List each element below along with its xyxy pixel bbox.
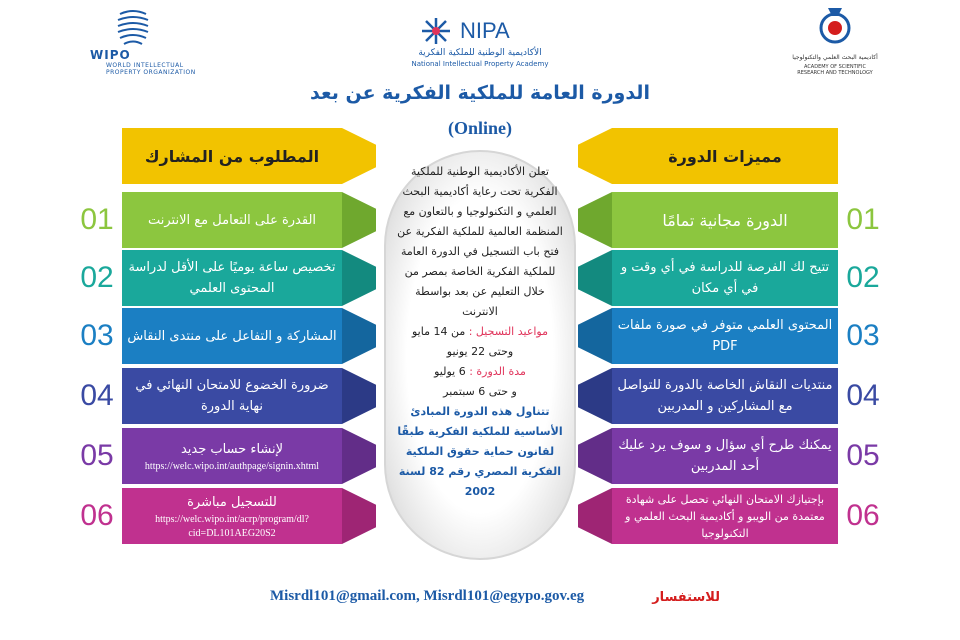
right-header-arrow: [578, 128, 612, 184]
center-closing: تتناول هذه الدورة المبادئ الأساسية للملكية الفكرية طبقًا لقانون حماية حقوق الملكية الفكرية المصري رقم 82 لسنة 2002: [397, 405, 563, 498]
duration-from: 6 يوليو: [434, 365, 466, 378]
row-content: [612, 488, 838, 544]
row-text: يمكنك طرح أي سؤال و سوف يرد عليك أحد المدربين: [618, 438, 832, 474]
contact-label: للاستفسار: [652, 590, 720, 605]
row-number: 04: [80, 379, 114, 412]
row-text: المحتوى العلمي متوفر في صورة ملفات PDF: [617, 318, 833, 354]
wipo-subtitle: WORLD INTELLECTUAL PROPERTY ORGANIZATION: [106, 62, 196, 76]
page-subtitle: (Online): [447, 118, 512, 138]
right-column-header: مميزات الدورة: [612, 128, 838, 184]
row-content: [612, 250, 838, 306]
row-arrow: [342, 428, 376, 484]
row-text: ضرورة الخضوع للامتحان النهائي في نهاية الدورة: [135, 378, 329, 414]
registration-label: مواعيد التسجيل :: [468, 325, 549, 338]
registration-dates: [396, 322, 564, 342]
row-arrow: [342, 308, 376, 364]
wipo-logo: [88, 6, 218, 90]
wipo-name: WIPO: [90, 48, 131, 62]
row-arrow: [342, 368, 376, 424]
registration-to: وحتى 22 يونيو: [446, 345, 514, 358]
row-text: تتيح لك الفرصة للدراسة في أي وقت و في أي مكان: [620, 260, 830, 296]
row-content: [612, 192, 838, 248]
asrt-arabic-name: أكاديمية البحث العلمي والتكنولوجيا: [792, 54, 878, 61]
asrt-emblem-icon: [814, 4, 856, 46]
row-number: 02: [80, 261, 114, 294]
left-column-header: المطلوب من المشارك: [122, 128, 342, 184]
row-text: المشاركة و التفاعل على منتدى النقاش: [127, 328, 337, 344]
row-arrow: [578, 368, 612, 424]
row-arrow: [342, 192, 376, 248]
register-link[interactable]: https://welc.wipo.int/acrp/program/dl?cid=DL101AEG20S2: [155, 513, 309, 539]
row-content: [122, 192, 342, 248]
row-number: 05: [80, 439, 114, 472]
row-text: منتديات النقاش الخاصة بالدورة للتواصل مع المشاركين و المدربين: [617, 378, 833, 414]
row-number: 06: [846, 499, 880, 532]
row-text: لإنشاء حساب جديد: [180, 441, 284, 457]
row-content: [122, 368, 342, 424]
row-arrow: [578, 308, 612, 364]
center-text: [396, 162, 564, 502]
center-intro: تعلن الأكاديمية الوطنية للملكية الفكرية تحت رعاية أكاديمية البحث العلمي و التكنولوجيا و بالتعاون مع المنظمة العالمية للملكية الفكرية عن فتح باب التسجيل في الدورة العامة للملكية الفكرية الخاصة بمصر من خلال التعليم عن بعد بواسطة الانترنت: [397, 165, 563, 318]
nipa-name: NIPA: [460, 18, 510, 43]
row-number: 01: [846, 203, 880, 236]
row-text: الدورة مجانية تمامًا: [662, 210, 788, 230]
row-number: 02: [846, 261, 880, 294]
row-content: [122, 308, 342, 364]
row-text: بإجتيازك الامتحان النهائي تحصل على شهادة معتمدة من الويبو و أكاديمية البحث العلمي و التكنولوجيا: [625, 492, 825, 540]
row-number: 03: [846, 319, 880, 352]
contact-emails[interactable]: Misrdl101@gmail.com, Misrdl101@egypo.gov.eg: [270, 588, 585, 604]
duration-to: و حتى 6 سبتمبر: [443, 385, 517, 398]
row-arrow: [342, 250, 376, 306]
row-content: [122, 488, 342, 544]
row-arrow: [578, 250, 612, 306]
wipo-globe-icon: [112, 6, 154, 48]
duration-label: مدة الدورة :: [469, 365, 526, 378]
course-duration: [396, 362, 564, 382]
signup-link[interactable]: https://welc.wipo.int/authpage/signin.xhtml: [144, 460, 320, 472]
nipa-logo: [400, 14, 560, 72]
row-text: تخصيص ساعة يوميًا على الأقل لدراسة المحتوى العلمي: [128, 260, 336, 296]
asrt-english-name: ACADEMY OF SCIENTIFIC RESEARCH AND TECHNOLOGY: [797, 64, 873, 76]
nipa-arabic-name: الأكاديمية الوطنية للملكية الفكرية: [418, 48, 542, 58]
row-content: [122, 428, 342, 484]
row-number: 06: [80, 499, 114, 532]
row-content: [122, 250, 342, 306]
row-arrow: [578, 428, 612, 484]
row-number: 05: [846, 439, 880, 472]
row-number: 04: [846, 379, 880, 412]
row-arrow: [578, 192, 612, 248]
row-content: [612, 428, 838, 484]
nipa-english-name: National Intellectual Property Academy: [411, 60, 549, 68]
row-text: القدرة على التعامل مع الانترنت: [147, 212, 317, 228]
registration-from: من 14 مايو: [411, 325, 466, 338]
row-content: [612, 368, 838, 424]
row-content: [612, 308, 838, 364]
left-header-arrow: [342, 128, 376, 184]
row-arrow: [578, 488, 612, 544]
page-title: الدورة العامة للملكية الفكرية عن بعد: [310, 82, 650, 104]
row-number: 03: [80, 319, 114, 352]
nipa-emblem-icon: [414, 16, 458, 46]
row-text: للتسجيل مباشرة: [187, 494, 277, 510]
asrt-logo: [790, 4, 880, 80]
row-number: 01: [80, 203, 114, 236]
row-arrow: [342, 488, 376, 544]
